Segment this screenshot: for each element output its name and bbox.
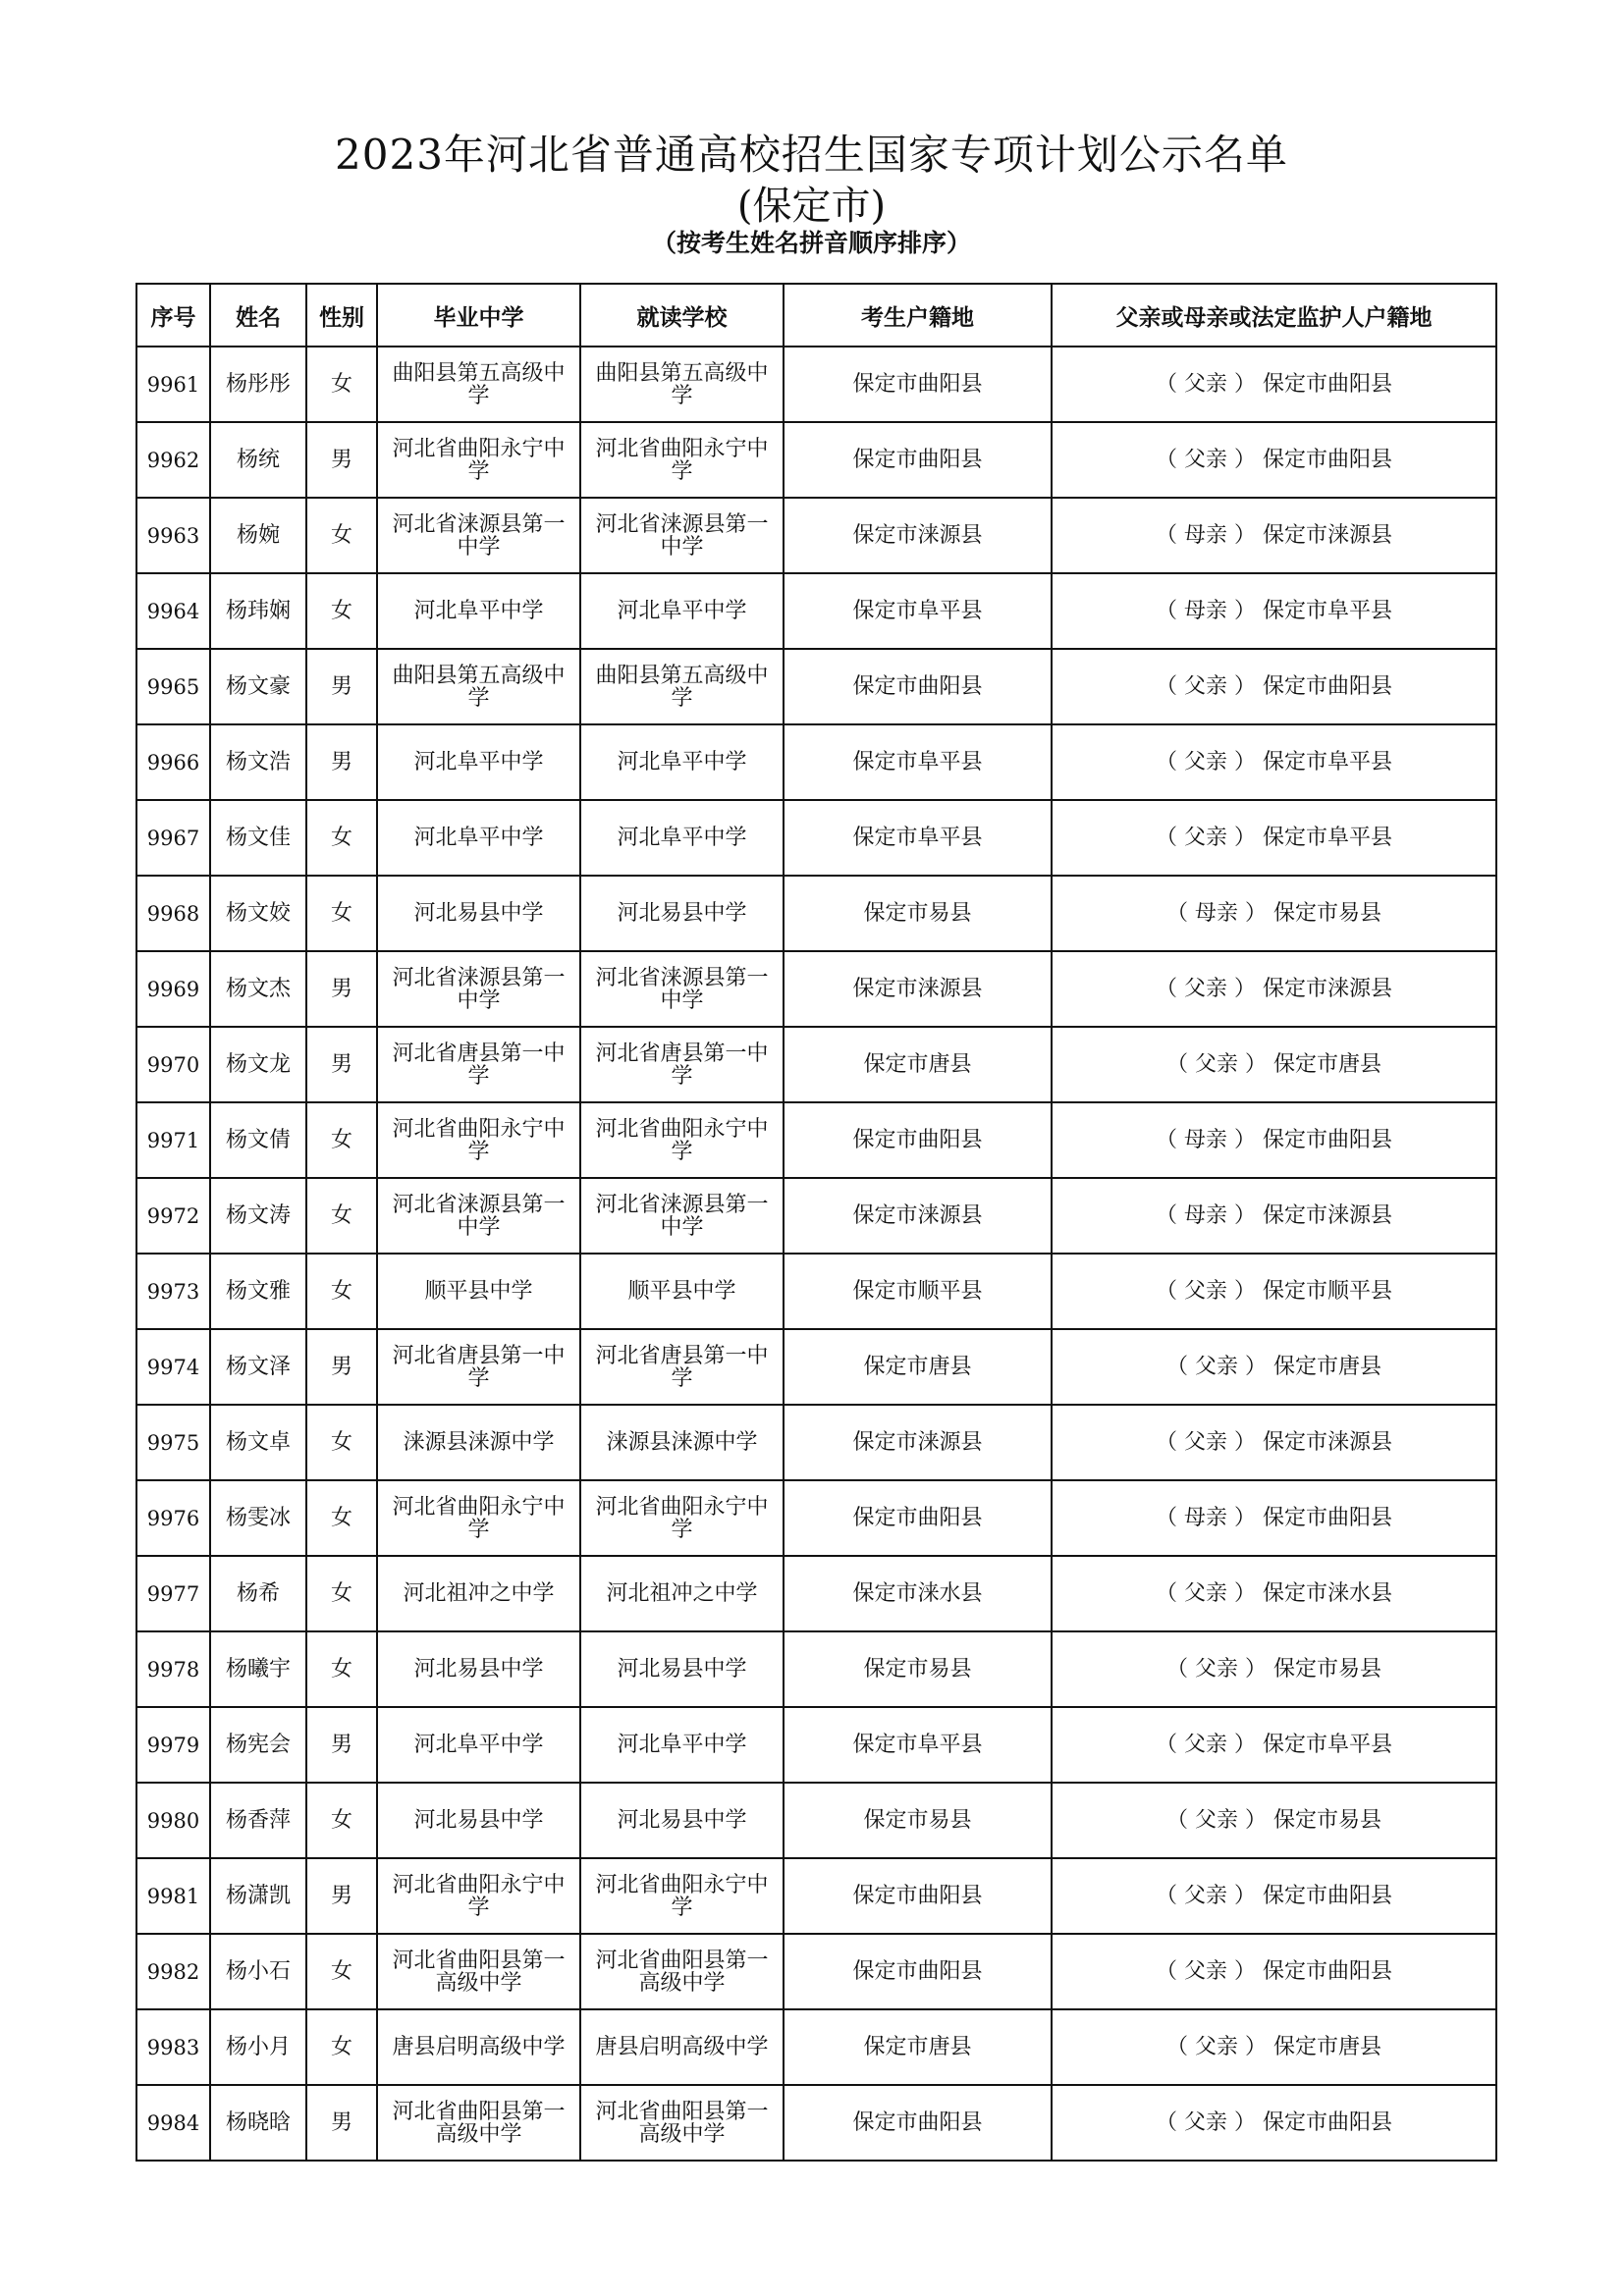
table-row bbox=[136, 1707, 1496, 1783]
cell-guardian-hukou: （ 母亲 ） 保定市涞源县 bbox=[1052, 1178, 1496, 1254]
cell-name: 杨晓晗 bbox=[210, 2085, 306, 2161]
cell-seq: 9974 bbox=[136, 1329, 210, 1405]
cell-gender: 男 bbox=[306, 2085, 377, 2161]
cell-gender: 女 bbox=[306, 1631, 377, 1707]
cell-guardian-hukou: （ 母亲 ） 保定市易县 bbox=[1052, 876, 1496, 951]
cell-current-school: 河北省曲阳永宁中学 bbox=[580, 422, 784, 498]
cell-seq: 9982 bbox=[136, 1934, 210, 2009]
cell-hukou: 保定市曲阳县 bbox=[784, 1480, 1052, 1556]
cell-seq: 9980 bbox=[136, 1783, 210, 1858]
table-header-row bbox=[136, 284, 1496, 347]
table-row bbox=[136, 1329, 1496, 1405]
cell-name: 杨文杰 bbox=[210, 951, 306, 1027]
cell-grad-school: 河北阜平中学 bbox=[377, 1707, 580, 1783]
table-row bbox=[136, 1556, 1496, 1631]
cell-grad-school: 河北省曲阳永宁中学 bbox=[377, 422, 580, 498]
cell-hukou: 保定市阜平县 bbox=[784, 724, 1052, 800]
cell-current-school: 河北省涞源县第一中学 bbox=[580, 1178, 784, 1254]
cell-seq: 9963 bbox=[136, 498, 210, 573]
table-row bbox=[136, 649, 1496, 724]
cell-guardian-hukou: （ 父亲 ） 保定市曲阳县 bbox=[1052, 649, 1496, 724]
cell-gender: 女 bbox=[306, 1480, 377, 1556]
cell-current-school: 河北省涞源县第一中学 bbox=[580, 498, 784, 573]
cell-hukou: 保定市曲阳县 bbox=[784, 422, 1052, 498]
cell-seq: 9966 bbox=[136, 724, 210, 800]
cell-name: 杨婉 bbox=[210, 498, 306, 573]
cell-gender: 女 bbox=[306, 573, 377, 649]
table-row bbox=[136, 2009, 1496, 2085]
cell-guardian-hukou: （ 母亲 ） 保定市曲阳县 bbox=[1052, 1480, 1496, 1556]
cell-name: 杨小石 bbox=[210, 1934, 306, 2009]
cell-hukou: 保定市易县 bbox=[784, 876, 1052, 951]
table-row bbox=[136, 1254, 1496, 1329]
cell-gender: 男 bbox=[306, 1027, 377, 1102]
cell-seq: 9979 bbox=[136, 1707, 210, 1783]
cell-name: 杨潇凯 bbox=[210, 1858, 306, 1934]
column-header-seq: 序号 bbox=[136, 284, 210, 347]
cell-current-school: 河北省曲阳永宁中学 bbox=[580, 1858, 784, 1934]
cell-guardian-hukou: （ 父亲 ） 保定市曲阳县 bbox=[1052, 1858, 1496, 1934]
cell-current-school: 曲阳县第五高级中学 bbox=[580, 649, 784, 724]
cell-guardian-hukou: （ 父亲 ） 保定市曲阳县 bbox=[1052, 347, 1496, 422]
cell-seq: 9962 bbox=[136, 422, 210, 498]
cell-hukou: 保定市阜平县 bbox=[784, 800, 1052, 876]
cell-grad-school: 曲阳县第五高级中学 bbox=[377, 649, 580, 724]
cell-seq: 9983 bbox=[136, 2009, 210, 2085]
table-row bbox=[136, 2085, 1496, 2161]
cell-seq: 9970 bbox=[136, 1027, 210, 1102]
cell-gender: 女 bbox=[306, 800, 377, 876]
cell-current-school: 顺平县中学 bbox=[580, 1254, 784, 1329]
cell-hukou: 保定市曲阳县 bbox=[784, 1934, 1052, 2009]
cell-gender: 女 bbox=[306, 2009, 377, 2085]
cell-grad-school: 河北省曲阳永宁中学 bbox=[377, 1102, 580, 1178]
cell-grad-school: 河北易县中学 bbox=[377, 1631, 580, 1707]
cell-name: 杨小月 bbox=[210, 2009, 306, 2085]
cell-current-school: 河北省涞源县第一中学 bbox=[580, 951, 784, 1027]
cell-hukou: 保定市曲阳县 bbox=[784, 1858, 1052, 1934]
cell-gender: 女 bbox=[306, 1102, 377, 1178]
cell-name: 杨文卓 bbox=[210, 1405, 306, 1480]
cell-hukou: 保定市唐县 bbox=[784, 1329, 1052, 1405]
cell-gender: 男 bbox=[306, 1329, 377, 1405]
cell-name: 杨希 bbox=[210, 1556, 306, 1631]
cell-hukou: 保定市阜平县 bbox=[784, 1707, 1052, 1783]
cell-hukou: 保定市曲阳县 bbox=[784, 1102, 1052, 1178]
sort-note: （按考生姓名拼音顺序排序） bbox=[651, 229, 971, 257]
cell-guardian-hukou: （ 母亲 ） 保定市曲阳县 bbox=[1052, 1102, 1496, 1178]
cell-hukou: 保定市涞源县 bbox=[784, 1405, 1052, 1480]
cell-seq: 9971 bbox=[136, 1102, 210, 1178]
cell-name: 杨曦宇 bbox=[210, 1631, 306, 1707]
table-row bbox=[136, 1480, 1496, 1556]
cell-guardian-hukou: （ 父亲 ） 保定市阜平县 bbox=[1052, 800, 1496, 876]
table-row bbox=[136, 800, 1496, 876]
cell-hukou: 保定市顺平县 bbox=[784, 1254, 1052, 1329]
cell-guardian-hukou: （ 父亲 ） 保定市涞水县 bbox=[1052, 1556, 1496, 1631]
cell-seq: 9969 bbox=[136, 951, 210, 1027]
cell-guardian-hukou: （ 父亲 ） 保定市涞源县 bbox=[1052, 1405, 1496, 1480]
cell-name: 杨文倩 bbox=[210, 1102, 306, 1178]
cell-name: 杨文豪 bbox=[210, 649, 306, 724]
cell-hukou: 保定市曲阳县 bbox=[784, 649, 1052, 724]
cell-hukou: 保定市曲阳县 bbox=[784, 2085, 1052, 2161]
column-header-name: 姓名 bbox=[210, 284, 306, 347]
cell-grad-school: 河北省唐县第一中学 bbox=[377, 1329, 580, 1405]
cell-gender: 女 bbox=[306, 1178, 377, 1254]
cell-grad-school: 河北祖冲之中学 bbox=[377, 1556, 580, 1631]
cell-gender: 女 bbox=[306, 1783, 377, 1858]
cell-hukou: 保定市涞源县 bbox=[784, 1178, 1052, 1254]
cell-gender: 男 bbox=[306, 649, 377, 724]
cell-grad-school: 河北省曲阳永宁中学 bbox=[377, 1480, 580, 1556]
cell-name: 杨文浩 bbox=[210, 724, 306, 800]
cell-gender: 男 bbox=[306, 1707, 377, 1783]
cell-current-school: 唐县启明高级中学 bbox=[580, 2009, 784, 2085]
cell-grad-school: 河北阜平中学 bbox=[377, 800, 580, 876]
cell-seq: 9972 bbox=[136, 1178, 210, 1254]
cell-name: 杨玮娴 bbox=[210, 573, 306, 649]
cell-guardian-hukou: （ 父亲 ） 保定市唐县 bbox=[1052, 1027, 1496, 1102]
cell-hukou: 保定市唐县 bbox=[784, 1027, 1052, 1102]
cell-current-school: 涞源县涞源中学 bbox=[580, 1405, 784, 1480]
cell-hukou: 保定市易县 bbox=[784, 1631, 1052, 1707]
table-row bbox=[136, 1102, 1496, 1178]
cell-seq: 9981 bbox=[136, 1858, 210, 1934]
table-row bbox=[136, 951, 1496, 1027]
table-row bbox=[136, 1027, 1496, 1102]
table-row bbox=[136, 422, 1496, 498]
cell-grad-school: 河北省涞源县第一中学 bbox=[377, 498, 580, 573]
cell-grad-school: 河北省曲阳县第一高级中学 bbox=[377, 1934, 580, 2009]
cell-current-school: 河北省曲阳永宁中学 bbox=[580, 1102, 784, 1178]
cell-seq: 9968 bbox=[136, 876, 210, 951]
column-header-hukou: 考生户籍地 bbox=[784, 284, 1052, 347]
table-row bbox=[136, 1858, 1496, 1934]
cell-grad-school: 河北易县中学 bbox=[377, 1783, 580, 1858]
cell-gender: 女 bbox=[306, 876, 377, 951]
cell-grad-school: 河北省曲阳县第一高级中学 bbox=[377, 2085, 580, 2161]
cell-guardian-hukou: （ 父亲 ） 保定市曲阳县 bbox=[1052, 2085, 1496, 2161]
cell-grad-school: 河北省曲阳永宁中学 bbox=[377, 1858, 580, 1934]
table-row bbox=[136, 1631, 1496, 1707]
cell-guardian-hukou: （ 父亲 ） 保定市涞源县 bbox=[1052, 951, 1496, 1027]
cell-guardian-hukou: （ 父亲 ） 保定市曲阳县 bbox=[1052, 1934, 1496, 2009]
table-row bbox=[136, 1934, 1496, 2009]
cell-name: 杨统 bbox=[210, 422, 306, 498]
cell-guardian-hukou: （ 父亲 ） 保定市顺平县 bbox=[1052, 1254, 1496, 1329]
cell-name: 杨宪会 bbox=[210, 1707, 306, 1783]
column-header-current-school: 就读学校 bbox=[580, 284, 784, 347]
cell-seq: 9961 bbox=[136, 347, 210, 422]
roster-table bbox=[135, 283, 1497, 2162]
cell-hukou: 保定市阜平县 bbox=[784, 573, 1052, 649]
cell-current-school: 河北省曲阳永宁中学 bbox=[580, 1480, 784, 1556]
table-row bbox=[136, 498, 1496, 573]
cell-gender: 男 bbox=[306, 951, 377, 1027]
cell-gender: 女 bbox=[306, 347, 377, 422]
cell-name: 杨文姣 bbox=[210, 876, 306, 951]
cell-name: 杨文涛 bbox=[210, 1178, 306, 1254]
cell-gender: 男 bbox=[306, 422, 377, 498]
cell-current-school: 河北易县中学 bbox=[580, 876, 784, 951]
cell-guardian-hukou: （ 父亲 ） 保定市唐县 bbox=[1052, 1329, 1496, 1405]
cell-gender: 女 bbox=[306, 1405, 377, 1480]
cell-gender: 男 bbox=[306, 724, 377, 800]
cell-guardian-hukou: （ 父亲 ） 保定市易县 bbox=[1052, 1631, 1496, 1707]
cell-current-school: 河北省唐县第一中学 bbox=[580, 1329, 784, 1405]
cell-current-school: 河北阜平中学 bbox=[580, 724, 784, 800]
cell-gender: 女 bbox=[306, 1556, 377, 1631]
table-row bbox=[136, 1783, 1496, 1858]
cell-name: 杨雯冰 bbox=[210, 1480, 306, 1556]
table-row bbox=[136, 724, 1496, 800]
cell-current-school: 河北省曲阳县第一高级中学 bbox=[580, 1934, 784, 2009]
page-subtitle: (保定市) bbox=[736, 184, 887, 229]
cell-current-school: 河北省曲阳县第一高级中学 bbox=[580, 2085, 784, 2161]
cell-seq: 9978 bbox=[136, 1631, 210, 1707]
cell-grad-school: 涞源县涞源中学 bbox=[377, 1405, 580, 1480]
cell-grad-school: 河北阜平中学 bbox=[377, 724, 580, 800]
cell-grad-school: 顺平县中学 bbox=[377, 1254, 580, 1329]
cell-seq: 9976 bbox=[136, 1480, 210, 1556]
cell-name: 杨文雅 bbox=[210, 1254, 306, 1329]
cell-gender: 女 bbox=[306, 1934, 377, 2009]
cell-guardian-hukou: （ 母亲 ） 保定市涞源县 bbox=[1052, 498, 1496, 573]
cell-seq: 9965 bbox=[136, 649, 210, 724]
cell-seq: 9964 bbox=[136, 573, 210, 649]
cell-grad-school: 河北省涞源县第一中学 bbox=[377, 1178, 580, 1254]
cell-hukou: 保定市唐县 bbox=[784, 2009, 1052, 2085]
cell-guardian-hukou: （ 父亲 ） 保定市唐县 bbox=[1052, 2009, 1496, 2085]
cell-hukou: 保定市曲阳县 bbox=[784, 347, 1052, 422]
cell-gender: 女 bbox=[306, 1254, 377, 1329]
cell-name: 杨文佳 bbox=[210, 800, 306, 876]
cell-guardian-hukou: （ 父亲 ） 保定市易县 bbox=[1052, 1783, 1496, 1858]
cell-current-school: 河北阜平中学 bbox=[580, 1707, 784, 1783]
table-row bbox=[136, 1405, 1496, 1480]
table-row bbox=[136, 1178, 1496, 1254]
cell-gender: 女 bbox=[306, 498, 377, 573]
column-header-grad-school: 毕业中学 bbox=[377, 284, 580, 347]
page-title: 2023年河北省普通高校招生国家专项计划公示名单 bbox=[335, 131, 1288, 179]
cell-current-school: 河北阜平中学 bbox=[580, 573, 784, 649]
cell-guardian-hukou: （ 父亲 ） 保定市曲阳县 bbox=[1052, 422, 1496, 498]
cell-grad-school: 河北易县中学 bbox=[377, 876, 580, 951]
column-header-guardian-hukou: 父亲或母亲或法定监护人户籍地 bbox=[1052, 284, 1496, 347]
cell-hukou: 保定市涞源县 bbox=[784, 498, 1052, 573]
cell-guardian-hukou: （ 母亲 ） 保定市阜平县 bbox=[1052, 573, 1496, 649]
table-row bbox=[136, 876, 1496, 951]
table-row bbox=[136, 573, 1496, 649]
cell-current-school: 河北祖冲之中学 bbox=[580, 1556, 784, 1631]
cell-current-school: 河北阜平中学 bbox=[580, 800, 784, 876]
cell-current-school: 河北易县中学 bbox=[580, 1631, 784, 1707]
cell-seq: 9975 bbox=[136, 1405, 210, 1480]
cell-grad-school: 河北省唐县第一中学 bbox=[377, 1027, 580, 1102]
cell-name: 杨香萍 bbox=[210, 1783, 306, 1858]
cell-grad-school: 河北省涞源县第一中学 bbox=[377, 951, 580, 1027]
table-row bbox=[136, 347, 1496, 422]
cell-grad-school: 曲阳县第五高级中学 bbox=[377, 347, 580, 422]
cell-hukou: 保定市涞水县 bbox=[784, 1556, 1052, 1631]
cell-current-school: 河北省唐县第一中学 bbox=[580, 1027, 784, 1102]
cell-seq: 9984 bbox=[136, 2085, 210, 2161]
column-header-gender: 性别 bbox=[306, 284, 377, 347]
cell-seq: 9977 bbox=[136, 1556, 210, 1631]
cell-hukou: 保定市易县 bbox=[784, 1783, 1052, 1858]
cell-seq: 9973 bbox=[136, 1254, 210, 1329]
cell-name: 杨文龙 bbox=[210, 1027, 306, 1102]
cell-grad-school: 唐县启明高级中学 bbox=[377, 2009, 580, 2085]
cell-hukou: 保定市涞源县 bbox=[784, 951, 1052, 1027]
cell-current-school: 河北易县中学 bbox=[580, 1783, 784, 1858]
cell-seq: 9967 bbox=[136, 800, 210, 876]
cell-name: 杨文泽 bbox=[210, 1329, 306, 1405]
cell-guardian-hukou: （ 父亲 ） 保定市阜平县 bbox=[1052, 1707, 1496, 1783]
cell-gender: 男 bbox=[306, 1858, 377, 1934]
cell-current-school: 曲阳县第五高级中学 bbox=[580, 347, 784, 422]
cell-guardian-hukou: （ 父亲 ） 保定市阜平县 bbox=[1052, 724, 1496, 800]
cell-grad-school: 河北阜平中学 bbox=[377, 573, 580, 649]
cell-name: 杨彤彤 bbox=[210, 347, 306, 422]
